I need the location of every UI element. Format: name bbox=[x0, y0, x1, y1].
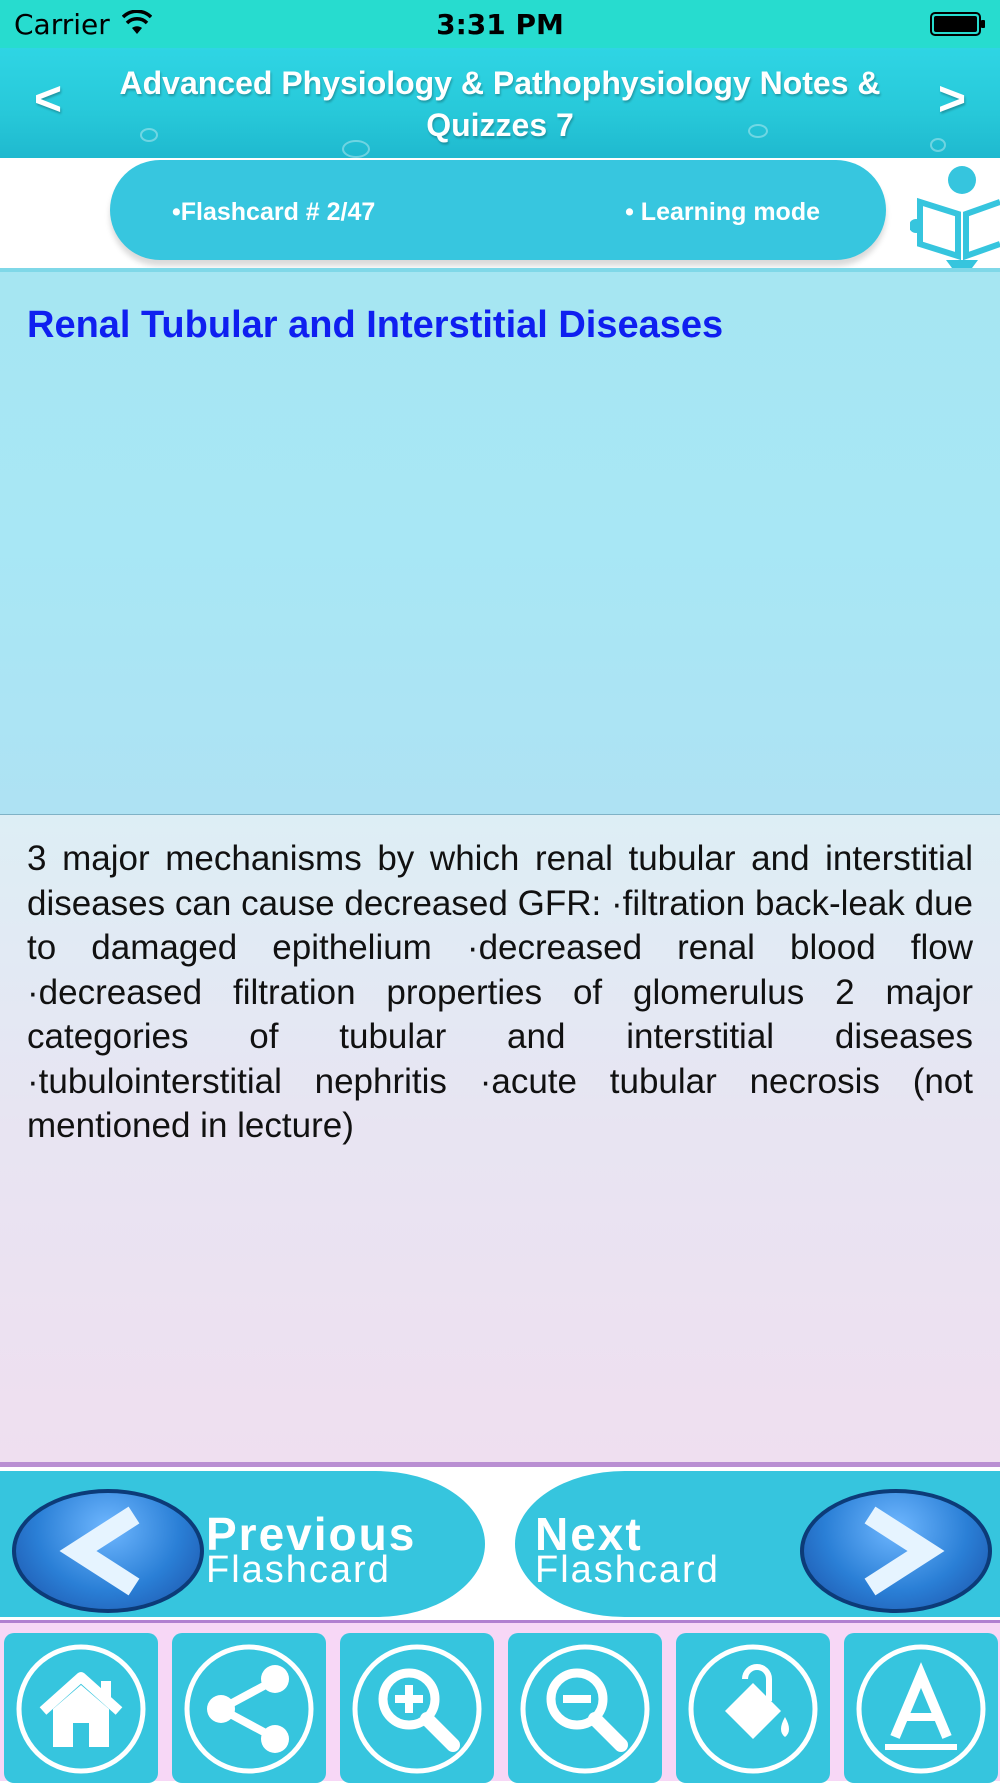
font-icon bbox=[853, 1641, 989, 1777]
app-title: Advanced Physiology & Pathophysiology Notes & Quizzes 7 bbox=[119, 65, 881, 143]
zoom-in-icon bbox=[349, 1641, 485, 1777]
question-title: Renal Tubular and Interstitial Diseases bbox=[27, 304, 724, 346]
header-bar bbox=[0, 48, 1000, 158]
theme-button[interactable] bbox=[676, 1633, 830, 1783]
info-pill bbox=[110, 160, 886, 260]
next-orb bbox=[800, 1489, 992, 1613]
status-bar bbox=[0, 0, 1000, 48]
flashcard-counter: •Flashcard # 2/47 bbox=[172, 198, 376, 226]
prev-set-button[interactable]: < bbox=[33, 73, 63, 126]
question-panel bbox=[0, 268, 1000, 819]
zoom-out-button[interactable] bbox=[508, 1633, 662, 1783]
paint-bucket-icon bbox=[685, 1641, 821, 1777]
share-button[interactable] bbox=[172, 1633, 326, 1783]
reader-icon bbox=[910, 160, 1000, 268]
battery-icon bbox=[930, 12, 986, 36]
decor-bubble bbox=[930, 138, 946, 152]
answer-panel bbox=[0, 815, 1000, 1467]
info-strip bbox=[0, 158, 1000, 268]
arrow-left-icon bbox=[16, 1493, 200, 1609]
answer-text: 3 major mechanisms by which renal tubular and interstitial diseases can cause decreased GFR: ·filtration back-leak due to damaged epithelium ·decreased renal blood flow ·decreased filtration properties of glomerulus 2 major categories of tubular and interstitial diseases ·tubulointerstitial nephritis ·acute tubular necrosis (not mentioned in lecture) bbox=[27, 839, 973, 1145]
previous-orb bbox=[12, 1489, 204, 1613]
next-sublabel: Flashcard bbox=[535, 1549, 720, 1591]
previous-sublabel: Flashcard bbox=[206, 1549, 391, 1591]
home-icon bbox=[13, 1641, 149, 1777]
previous-flashcard-button[interactable] bbox=[0, 1471, 485, 1617]
arrow-right-icon bbox=[804, 1493, 988, 1609]
previous-label: Previous bbox=[206, 1508, 417, 1560]
carrier-label: Carrier bbox=[14, 8, 110, 41]
flashcard-nav bbox=[0, 1467, 1000, 1620]
share-icon bbox=[181, 1641, 317, 1777]
mode-label: • Learning mode bbox=[625, 198, 820, 226]
font-button[interactable] bbox=[844, 1633, 998, 1783]
clock: 3:31 PM bbox=[436, 8, 564, 41]
bottom-toolbar bbox=[0, 1620, 1000, 1781]
home-button[interactable] bbox=[4, 1633, 158, 1783]
zoom-out-icon bbox=[517, 1641, 653, 1777]
next-label: Next bbox=[535, 1508, 643, 1560]
zoom-in-button[interactable] bbox=[340, 1633, 494, 1783]
next-set-button[interactable]: > bbox=[937, 73, 967, 126]
next-flashcard-button[interactable] bbox=[515, 1471, 1000, 1617]
